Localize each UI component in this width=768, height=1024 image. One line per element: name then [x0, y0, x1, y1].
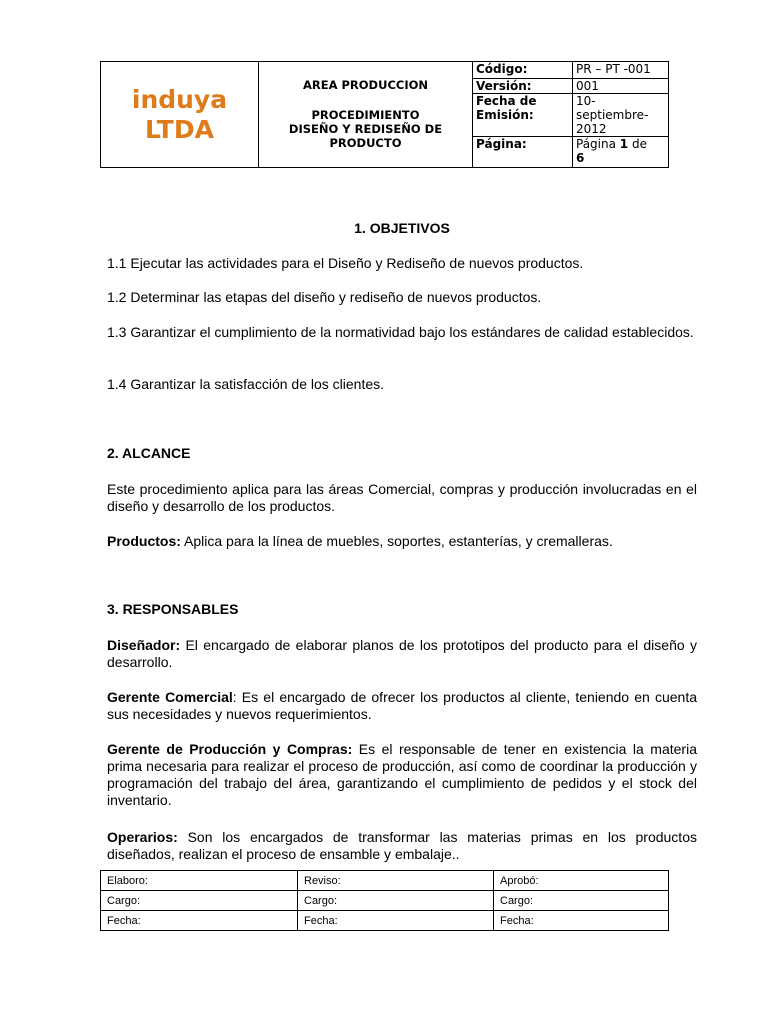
pagina-value — [573, 137, 669, 168]
objetivo-1: 1.1 Ejecutar las actividades para el Diseño y Rediseño de nuevos productos. — [107, 255, 584, 271]
productos-label: Productos: — [107, 533, 181, 549]
aprobo-cell: Aprobó: — [494, 871, 669, 891]
table-row — [101, 911, 669, 931]
logo-line-1: induya — [131, 84, 228, 114]
responsable-disenador — [107, 637, 697, 671]
procedure-line-3: PRODUCTO — [329, 136, 402, 150]
cargo-cell: Cargo: — [494, 891, 669, 911]
fecha-cell: Fecha: — [298, 911, 494, 931]
objetivo-2: 1.2 Determinar las etapas del diseño y rediseño de nuevos productos. — [107, 289, 542, 305]
pagina-prefix: Página — [576, 137, 620, 151]
fecha-cell: Fecha: — [101, 911, 298, 931]
responsable-label: Gerente Comercial — [107, 689, 233, 705]
responsable-text: : Es el encargado de ofrecer los productos al cliente, teniendo en cuenta sus necesidades y nuevos requerimientos. — [107, 689, 697, 722]
fecha-value-line-1: 10- — [576, 94, 596, 108]
version-label: Versión: — [473, 79, 573, 94]
elaboro-cell: Elaboro: — [101, 871, 298, 891]
fecha-value-line-2: septiembre- — [576, 108, 649, 122]
area-title: AREA PRODUCCION — [302, 78, 429, 92]
codigo-value: PR – PT -001 — [573, 62, 669, 79]
responsable-gerente-produccion — [107, 741, 697, 809]
fecha-label-line-2: Emisión: — [476, 108, 534, 122]
cargo-cell: Cargo: — [298, 891, 494, 911]
fecha-value — [573, 94, 669, 137]
codigo-label: Código: — [473, 62, 573, 79]
responsable-text: El encargado de elaborar planos de los prototipos del producto para el diseño y desarrollo. — [107, 637, 697, 670]
responsable-operarios — [107, 829, 697, 863]
alcance-productos — [107, 533, 697, 550]
version-value: 001 — [573, 79, 669, 94]
responsable-label: Diseñador: — [107, 637, 181, 653]
objetivo-3: 1.3 Garantizar el cumplimiento de la normatividad bajo los estándares de calidad establecidos. — [107, 324, 694, 340]
procedure-line-2: DISEÑO Y REDISEÑO DE — [288, 122, 443, 136]
logo-line-2: LTDA — [145, 114, 214, 144]
approval-table — [100, 870, 669, 931]
pagina-current: 1 — [619, 137, 629, 151]
responsable-label: Gerente de Producción y Compras: — [107, 741, 353, 757]
objetivos-heading: 1. OBJETIVOS — [354, 220, 450, 236]
fecha-label-line-1: Fecha de — [476, 94, 537, 108]
responsable-text: Son los encargados de transformar las materias primas en los productos diseñados, realizan el proceso de ensamble y embalaje.. — [107, 829, 697, 862]
reviso-cell: Reviso: — [298, 871, 494, 891]
alcance-heading: 2. ALCANCE — [107, 445, 191, 461]
table-row — [101, 891, 669, 911]
responsables-heading: 3. RESPONSABLES — [107, 601, 239, 617]
procedure-title-cell — [259, 62, 473, 168]
fecha-cell: Fecha: — [494, 911, 669, 931]
pagina-mid: de — [628, 137, 647, 151]
company-logo — [101, 62, 259, 168]
fecha-label — [473, 94, 573, 137]
table-row — [101, 871, 669, 891]
responsable-label: Operarios: — [107, 829, 178, 845]
objetivo-4: 1.4 Garantizar la satisfacción de los clientes. — [107, 376, 385, 392]
alcance-text: Este procedimiento aplica para las áreas Comercial, compras y producción involucradas en el diseño y desarrollo de los productos. — [107, 481, 697, 514]
cargo-cell: Cargo: — [101, 891, 298, 911]
pagina-label: Página: — [473, 137, 573, 168]
fecha-value-line-3: 2012 — [576, 122, 607, 136]
pagina-total: 6 — [576, 151, 585, 165]
productos-text: Aplica para la línea de muebles, soportes, estanterías, y cremalleras. — [180, 533, 613, 549]
responsable-gerente-comercial — [107, 689, 697, 723]
document-header — [100, 61, 669, 168]
responsable-text: Es el responsable de tener en existencia la materia prima necesaria para realizar el proceso de producción, así como de coordinar la producción y programación del trabajo del área, garantizando el cumplimiento de pedidos y el stock del inventario. — [107, 741, 697, 808]
procedure-line-1: PROCEDIMIENTO — [311, 108, 420, 122]
